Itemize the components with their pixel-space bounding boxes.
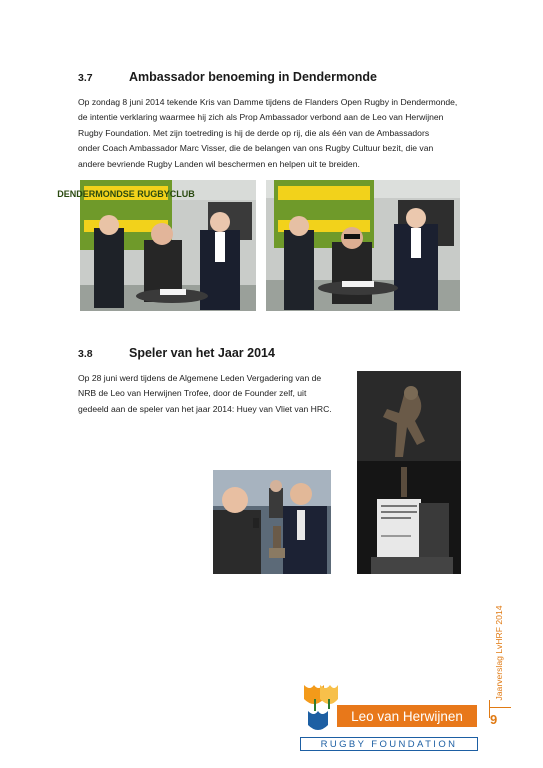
paragraph-line: de intentie verklaring waarmee hij zich als Prop Ambassador verbond aan de Leo van Herwijnen — [78, 112, 444, 123]
side-report-label — [492, 598, 506, 708]
section-3-7-paragraph — [78, 95, 457, 172]
paragraph-line: Op 28 juni werd tijdens de Algemene Leden Vergadering van de — [78, 373, 322, 383]
logo-subtitle: RUGBY FOUNDATION — [300, 737, 478, 751]
foundation-logo — [300, 681, 478, 753]
section-3-8-heading — [78, 346, 275, 360]
section-title: Ambassador benoeming in Dendermonde — [129, 70, 377, 84]
page-number: 9 — [490, 712, 498, 727]
banner-text: DENDERMONDSE RUGBYCLUB — [57, 189, 195, 199]
section-title: Speler van het Jaar 2014 — [129, 346, 275, 360]
report-title-vertical: Jaarverslag LvHRF 2014 — [494, 605, 504, 701]
paragraph-line: Rugby Foundation. Met zijn toetreding is hij de derde op rij, die als één van de Ambassadors — [78, 127, 430, 138]
tulip-logo-icon — [300, 681, 340, 737]
photo-signing-ceremony-2 — [266, 180, 460, 311]
paragraph-line: andere bevriende Rugby Landen wil beschermen en helpen uit te breiden. — [78, 158, 360, 169]
photo-signing-ceremony-1 — [57, 180, 256, 311]
section-number: 3.7 — [78, 72, 93, 84]
section-3-8-paragraph — [78, 371, 332, 417]
paragraph-line: gedeeld aan de speler van het jaar 2014: Huey van Vliet van HRC. — [78, 403, 332, 414]
paragraph-line: Op zondag 8 juni 2014 tekende Kris van Damme tijdens de Flanders Open Rugby in Dendermonde, — [78, 97, 458, 107]
section-number: 3.8 — [78, 348, 93, 360]
divider — [489, 707, 511, 708]
section-3-7-heading — [78, 70, 377, 84]
photo-award-handover — [213, 470, 331, 574]
paragraph-line: NRB de Leo van Herwijnen Trofee, door de Founder zelf, uit — [78, 388, 307, 399]
photo-trophy-statue — [357, 371, 461, 574]
logo-name: Leo van Herwijnen — [337, 705, 477, 727]
paragraph-line: onder Coach Ambassador Marc Visser, die de belangen van ons Rugby Cultuur bezit, die van — [78, 143, 434, 154]
